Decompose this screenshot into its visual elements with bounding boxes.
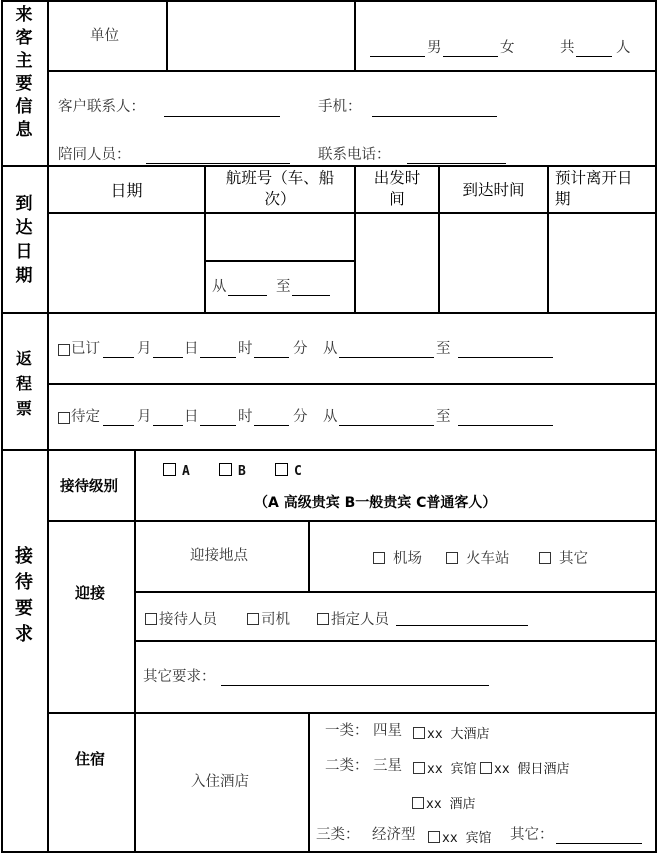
pickup-label: 迎接: [75, 584, 106, 602]
other-requirements-label: 其它要求：: [143, 669, 216, 685]
divider: [47, 712, 657, 714]
border-left: [1, 0, 3, 853]
grade-option-a[interactable]: A: [163, 460, 190, 479]
header-flight: 航班号（车、船 次）: [225, 169, 335, 208]
female-label: 女: [500, 40, 515, 56]
flight-number-field[interactable]: [207, 215, 353, 259]
pickup-staff: [143, 608, 643, 628]
divider: [134, 640, 657, 642]
pending-minute-field[interactable]: [254, 424, 289, 426]
pending-checkbox[interactable]: [58, 412, 70, 424]
route-to-field[interactable]: [292, 294, 330, 296]
checkbox-icon: [413, 727, 425, 739]
phone-field[interactable]: [407, 162, 506, 164]
female-count-field[interactable]: [443, 55, 498, 57]
route-from-field[interactable]: [228, 294, 267, 296]
contact-field[interactable]: [164, 115, 280, 117]
class2-label: 二类：: [325, 758, 369, 774]
checkbox-icon: [247, 613, 259, 625]
class3-label: 三类：: [316, 827, 360, 843]
mobile-field[interactable]: [372, 115, 497, 117]
total-prefix: 共: [560, 40, 575, 56]
pending-hour-field[interactable]: [200, 424, 236, 426]
hotel-label: 入住酒店: [191, 774, 249, 790]
checkbox-icon: [145, 613, 157, 625]
male-count-field[interactable]: [370, 55, 425, 57]
lodging-class-1: [325, 722, 655, 742]
arrival-date-field[interactable]: [50, 215, 203, 311]
day-label: 日: [184, 341, 199, 357]
expected-leave-field[interactable]: [550, 215, 654, 311]
divider: [166, 0, 168, 71]
divider: [47, 70, 657, 72]
minute-label: 分: [293, 409, 308, 425]
hotel-option-xx-guesthouse[interactable]: xx 宾馆: [413, 758, 476, 777]
booked-minute-field[interactable]: [254, 356, 289, 358]
booked-day-field[interactable]: [153, 356, 183, 358]
hotel-option-xx-hotel[interactable]: xx 酒店: [412, 793, 475, 812]
hotel-option-xx-grand[interactable]: xx 大酒店: [413, 723, 489, 742]
staff-driver[interactable]: 司机: [247, 608, 290, 629]
booked-hour-field[interactable]: [200, 356, 236, 358]
month-label: 月: [137, 409, 152, 425]
booked-to-field[interactable]: [458, 356, 553, 358]
location-other[interactable]: 其它: [539, 547, 588, 568]
pending-from-field[interactable]: [339, 424, 434, 426]
hour-label: 时: [238, 341, 253, 357]
divider: [1, 312, 657, 314]
total-suffix: 人: [616, 40, 631, 56]
designated-staff-field[interactable]: [396, 624, 528, 626]
checkbox-icon: [219, 463, 232, 476]
checkbox-icon: [163, 463, 176, 476]
booked-from-field[interactable]: [339, 356, 434, 358]
day-label: 日: [184, 409, 199, 425]
grade-option-c[interactable]: C: [275, 460, 302, 479]
companion-field[interactable]: [146, 162, 290, 164]
hotel-option-xx-budget[interactable]: xx 宾馆: [428, 827, 491, 846]
class1-star: 四星: [373, 723, 402, 739]
pickup-location-label: 迎接地点: [190, 548, 248, 564]
divider: [134, 449, 136, 853]
divider: [134, 591, 657, 593]
header-expected-leave: 预计离开日 期: [555, 169, 633, 208]
checkbox-icon: [539, 552, 551, 564]
checkbox-icon: [413, 762, 425, 774]
return-row-booked: [57, 340, 657, 360]
male-label: 男: [427, 40, 442, 56]
lodging-class-2: [325, 757, 655, 777]
unit-label: 单位: [90, 28, 119, 44]
pending-month-field[interactable]: [103, 424, 134, 426]
class2-star: 三星: [373, 758, 402, 774]
staff-designated[interactable]: 指定人员: [317, 608, 389, 629]
divider: [1, 449, 657, 451]
month-label: 月: [137, 341, 152, 357]
divider: [47, 520, 657, 522]
staff-reception[interactable]: 接待人员: [145, 608, 217, 629]
divider: [354, 0, 356, 71]
header-arrival-time: 到达时间: [462, 181, 525, 199]
companion-label: 陪同人员：: [58, 147, 131, 163]
checkbox-icon: [480, 762, 492, 774]
location-train-station[interactable]: 火车站: [446, 547, 510, 568]
departure-time-field[interactable]: [357, 215, 437, 311]
border-top: [1, 0, 657, 2]
pending-day-field[interactable]: [153, 424, 183, 426]
checkbox-icon: [446, 552, 458, 564]
arrival-time-field[interactable]: [441, 215, 546, 311]
booked-month-field[interactable]: [103, 356, 134, 358]
location-airport[interactable]: 机场: [373, 547, 422, 568]
checkbox-icon: [412, 797, 424, 809]
from-label: 从: [323, 409, 338, 425]
to-label: 至: [436, 409, 451, 425]
checkbox-icon: [275, 463, 288, 476]
mobile-label: 手机：: [318, 99, 362, 115]
booked-label: 已订: [71, 341, 100, 357]
total-count-field[interactable]: [576, 55, 612, 57]
header-departure-time: 出发时 间: [373, 169, 421, 208]
section-label-return-ticket: 返 程 票: [15, 349, 32, 418]
to-label: 至: [436, 341, 451, 357]
divider: [1, 165, 657, 167]
divider: [47, 383, 657, 385]
grade-note: （A 高级贵宾 B一般贵宾 C普通客人）: [254, 495, 497, 511]
hotel-option-xx-holiday[interactable]: xx 假日酒店: [480, 758, 569, 777]
lodging-class-3: [316, 826, 656, 846]
booked-checkbox[interactable]: [58, 344, 70, 356]
grade-option-b[interactable]: B: [219, 460, 246, 479]
pending-to-field[interactable]: [458, 424, 553, 426]
class3-other-label: 其它：: [510, 827, 554, 843]
section-label-arrival: 到 达 日 期: [15, 194, 33, 286]
hour-label: 时: [238, 409, 253, 425]
divider: [308, 712, 310, 853]
other-requirements-field[interactable]: [221, 684, 489, 686]
contact-label: 客户联系人：: [58, 99, 145, 115]
return-row-pending: [57, 408, 657, 428]
checkbox-icon: [428, 831, 440, 843]
border-bottom: [1, 851, 657, 853]
checkbox-icon: [373, 552, 385, 564]
class1-label: 一类：: [325, 723, 369, 739]
divider: [204, 260, 355, 262]
route-from-label: 从: [212, 279, 227, 295]
section-label-guest-info: 来 客 主 要 信 息: [15, 5, 33, 140]
pickup-locations: [373, 547, 653, 567]
header-date: 日期: [110, 181, 143, 200]
unit-field[interactable]: [170, 4, 352, 68]
grade-label: 接待级别: [60, 479, 118, 495]
class3-type: 经济型: [372, 827, 416, 843]
divider: [47, 212, 657, 214]
divider: [308, 520, 310, 592]
route-to-label: 至: [276, 279, 291, 295]
phone-label: 联系电话：: [318, 147, 391, 163]
checkbox-icon: [317, 613, 329, 625]
divider: [547, 165, 549, 313]
from-label: 从: [323, 341, 338, 357]
class3-other-field[interactable]: [556, 842, 642, 844]
section-label-reception: 接 待 要 求: [15, 546, 33, 645]
label-col-divider: [47, 0, 49, 853]
lodging-label: 住宿: [75, 750, 106, 768]
pending-label: 待定: [71, 409, 100, 425]
minute-label: 分: [293, 341, 308, 357]
